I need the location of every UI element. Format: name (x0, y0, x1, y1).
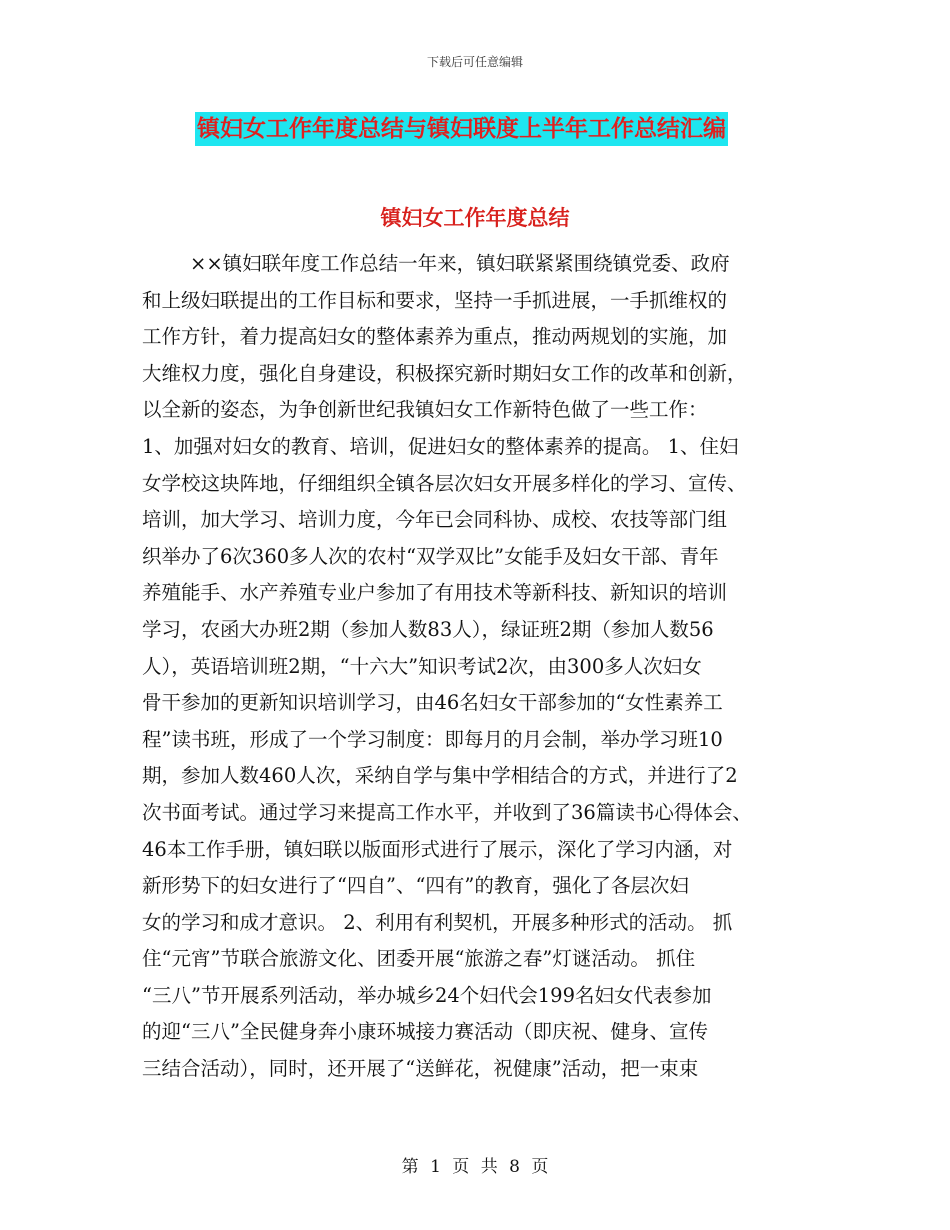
body-line: 养殖能手、水产养殖专业户参加了有用技术等新科技、新知识的培训 (142, 581, 728, 605)
body-line: 织举办了6次360多人次的农村“双学双比”女能手及妇女干部、青年 (142, 544, 719, 568)
body-line: 程”读书班，形成了一个学习制度：即每月的月会制，举办学习班10 (142, 727, 723, 751)
header-note: 下载后可任意编辑 (426, 55, 523, 69)
body-line: 和上级妇联提出的工作目标和要求，坚持一手抓进展，一手抓维权的 (142, 288, 728, 312)
body-line: 女学校这块阵地，仔细组织全镇各层次妇女开展多样化的学习、宣传、 (142, 471, 747, 495)
body-line: 的迎“三八”全民健身奔小康环城接力赛活动（即庆祝、健身、宣传 (142, 1020, 708, 1044)
page-footer: 第 1 页 共 8 页 (401, 1157, 549, 1177)
body-line: 女的学习和成才意识。 2、利用有利契机，开展多种形式的活动。 抓 (142, 910, 733, 934)
section-title: 镇妇女工作年度总结 (380, 206, 570, 230)
body-line: 次书面考试。通过学习来提高工作水平，并收到了36篇读书心得体会、 (142, 800, 752, 824)
body-line: 1、加强对妇女的教育、培训，促进妇女的整体素养的提高。 1、住妇 (142, 434, 739, 458)
body-line: 以全新的姿态，为争创新世纪我镇妇女工作新特色做了一些工作： (142, 398, 708, 422)
document-title: 镇妇女工作年度总结与镇妇联度上半年工作总结汇编 (195, 112, 728, 146)
body-line: 三结合活动），同时，还开展了“送鲜花，祝健康”活动，把一束束 (142, 1057, 699, 1081)
body-line: “三八”节开展系列活动，举办城乡24个妇代会199名妇女代表参加 (142, 983, 712, 1007)
body-line: 期，参加人数460人次，采纳自学与集中学相结合的方式，并进行了2 (142, 764, 738, 788)
body-line: 工作方针，着力提高妇女的整体素养为重点，推动两规划的实施，加 (142, 325, 728, 349)
body-line: 学习，农函大办班2期（参加人数83人），绿证班2期（参加人数56 (142, 617, 714, 641)
body-line: 46本工作手册，镇妇联以版面形式进行了展示，深化了学习内涵，对 (142, 837, 733, 861)
body-line: ××镇妇联年度工作总结一年来，镇妇联紧紧围绕镇党委、政府 (190, 252, 730, 275)
body-text (142, 246, 822, 1088)
body-line: 大维权力度，强化自身建设，积极探究新时期妇女工作的改革和创新， (142, 361, 747, 385)
body-line: 新形势下的妇女进行了“四自”、“四有”的教育，强化了各层次妇 (142, 874, 689, 898)
body-line: 骨干参加的更新知识培训学习，由46名妇女干部参加的“女性素养工 (142, 691, 723, 715)
body-line: 培训，加大学习、培训力度，今年已会同科协、成校、农技等部门组 (142, 508, 728, 532)
body-line: 人），英语培训班2期，“十六大”知识考试2次，由300多人次妇女 (142, 654, 702, 678)
body-line: 住“元宵”节联合旅游文化、团委开展“旅游之春”灯谜活动。 抓住 (142, 947, 696, 971)
